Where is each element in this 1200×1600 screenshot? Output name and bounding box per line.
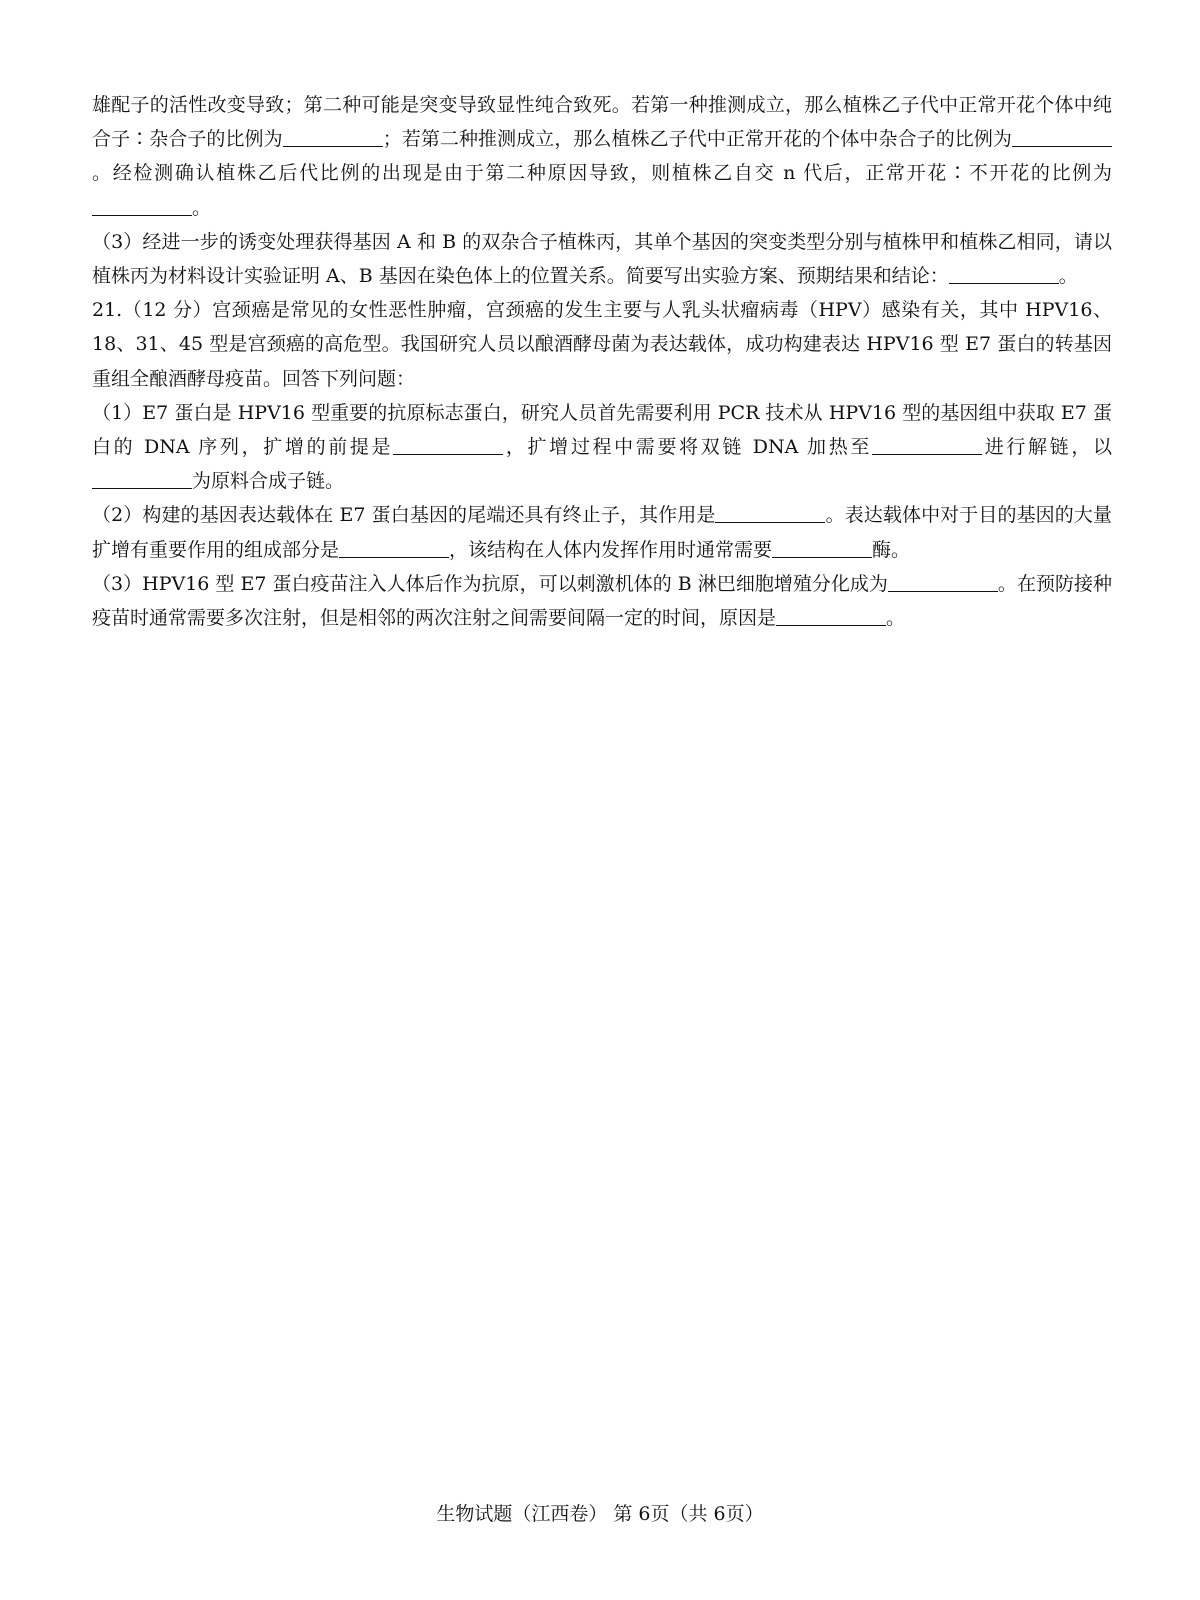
text-segment: 。	[1058, 265, 1078, 288]
paragraph-q21-stem	[92, 293, 1112, 396]
text-segment: 21.（12 分）宫颈癌是常见的女性恶性肿瘤，宫颈癌的发生主要与人乳头状瘤病毒（HPV）感染有关，其中 HPV16、18、31、45 型是宫颈癌的高危型。我国研究人员以酿酒酵母菌为表达载体，成功构建表达 HPV16 型 E7 蛋白的转基因重组全酿酒酵母疫苗。回答下列问题：	[92, 299, 1112, 390]
text-segment: 雄配子的活性改变导致；第二种可能是突变导致显性纯合致死。若第一种推测成立，那么植株乙子代中正常开花个体中纯合子∶杂合子的比例为	[92, 94, 1112, 151]
paragraph-q21-2	[92, 498, 1112, 566]
answer-blank	[92, 196, 192, 216]
answer-blank	[872, 435, 982, 455]
answer-blank	[772, 538, 872, 558]
page-footer: 生物试题（江西卷） 第 6页（共 6页）	[436, 1503, 764, 1525]
text-segment: （3）经进一步的诱变处理获得基因 A 和 B 的双杂合子植株丙，其单个基因的突变类型分别与植株甲和植株乙相同，请以植株丙为材料设计实验证明 A、B 基因在染色体上的位置关系。简要写出实验方案、预期结果和结论：	[92, 230, 1112, 288]
answer-blank	[949, 264, 1059, 284]
text-segment: 。	[192, 196, 212, 219]
text-segment: 。表达载体中对于目的基因的大量扩增有重要作用的组成部分是	[92, 504, 1112, 561]
answer-blank	[283, 127, 383, 147]
text-segment: ；若第二种推测成立，那么植株乙子代中正常开花的个体中杂合子的比例为	[382, 128, 1012, 151]
paragraph-q21-1	[92, 396, 1112, 499]
paragraph-q20-2-continued	[92, 88, 1112, 225]
exam-page-body	[92, 88, 1112, 635]
text-segment: ，扩增过程中需要将双链 DNA 加热至	[503, 436, 873, 459]
text-segment: 进行解链，以	[982, 436, 1112, 459]
answer-blank	[92, 469, 192, 489]
answer-blank	[715, 503, 825, 523]
paragraph-q21-3	[92, 567, 1112, 635]
answer-blank	[888, 572, 998, 592]
text-segment: 。在预防接种疫苗时通常需要多次注射，但是相邻的两次注射之间需要间隔一定的时间，原因是	[92, 572, 1112, 630]
text-segment: （3）HPV16 型 E7 蛋白疫苗注入人体后作为抗原，可以刺激机体的 B 淋巴细胞增殖分化成为	[92, 572, 888, 595]
text-segment: ，该结构在人体内发挥作用时通常需要	[449, 538, 773, 561]
text-segment: （1）E7 蛋白是 HPV16 型重要的抗原标志蛋白，研究人员首先需要利用 PCR 技术从 HPV16 型的基因组中获取 E7 蛋白的 DNA 序列，扩增的前提是	[92, 401, 1112, 459]
answer-blank	[339, 538, 449, 558]
answer-blank	[393, 435, 503, 455]
text-segment: （2）构建的基因表达载体在 E7 蛋白基因的尾端还具有终止子，其作用是	[92, 504, 716, 527]
text-segment: 。	[886, 607, 906, 630]
answer-blank	[1012, 127, 1112, 147]
answer-blank	[776, 606, 886, 626]
paragraph-q20-3	[92, 225, 1112, 293]
text-segment: 为原料合成子链。	[192, 470, 345, 493]
text-segment: 酶。	[872, 538, 911, 561]
text-segment: 。经检测确认植株乙后代比例的出现是由于第二种原因导致，则植株乙自交 n 代后，正常开花∶不开花的比例为	[92, 162, 1112, 185]
